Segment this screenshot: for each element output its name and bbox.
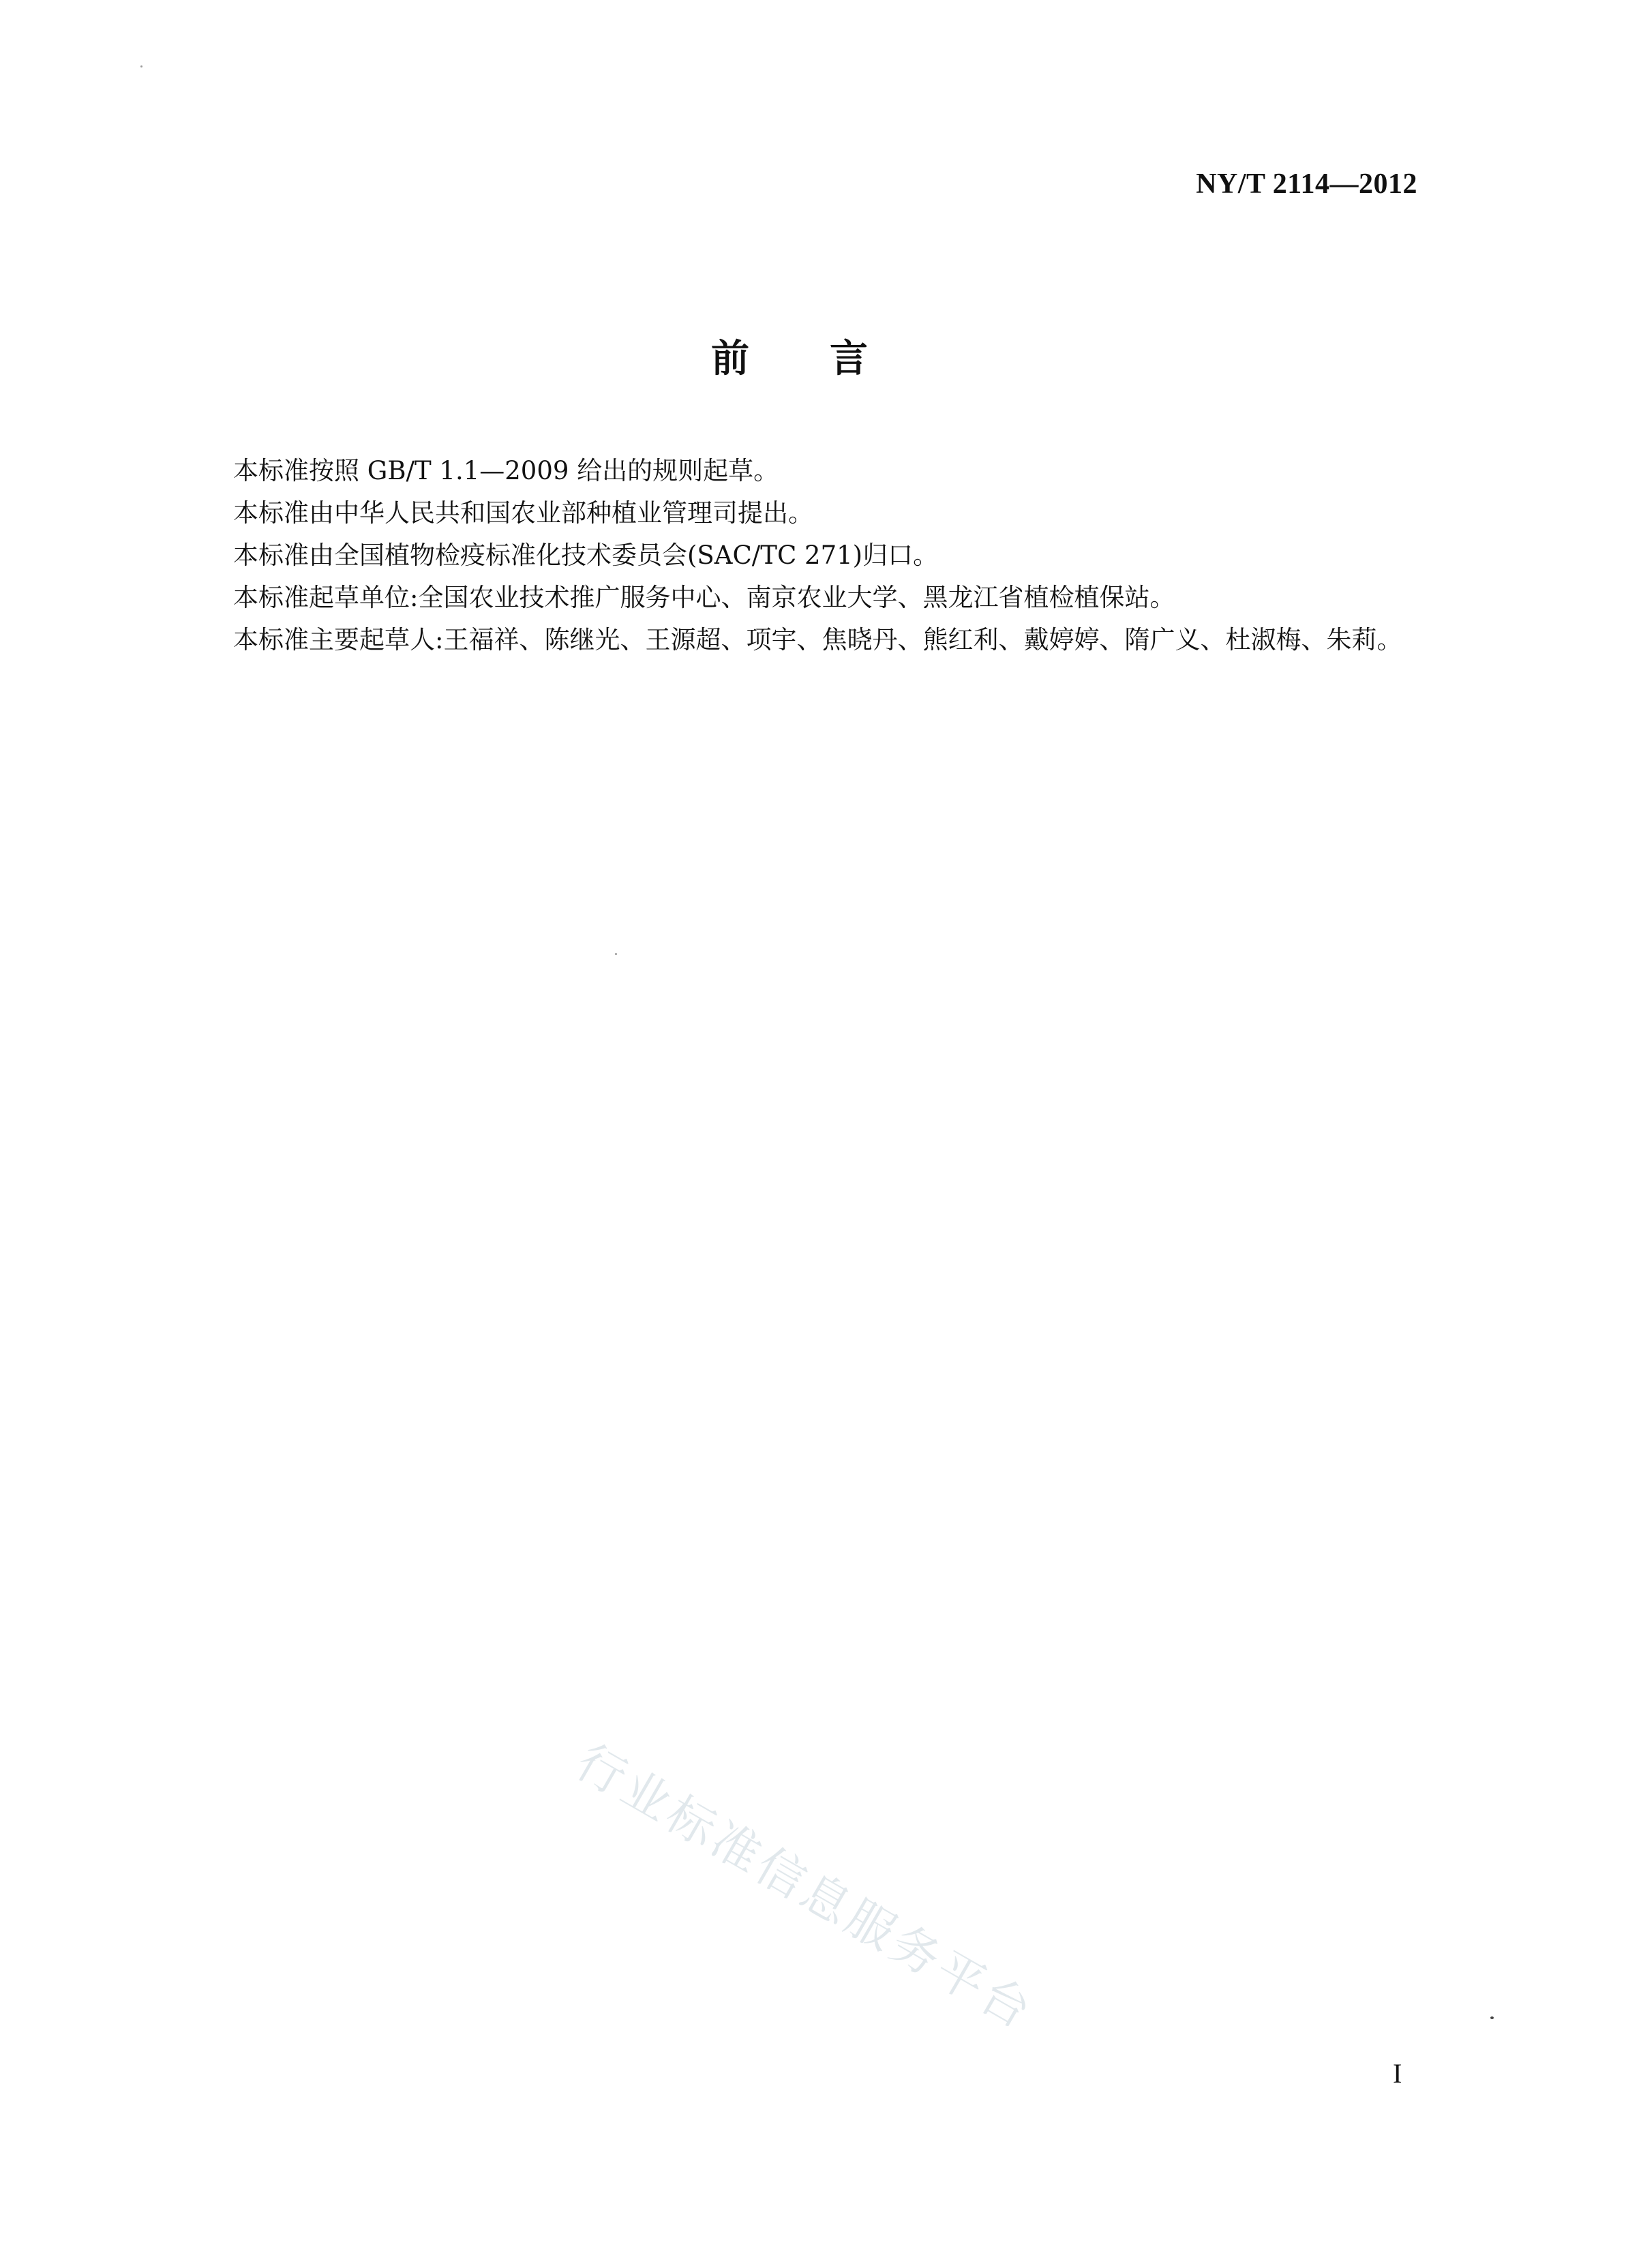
watermark: 行业标准信息服务平台 [567, 1733, 1044, 2042]
page-title: 前言 [711, 337, 948, 381]
paragraph: 本标准主要起草人:王福祥、陈继光、王源超、项宇、焦晓丹、熊红利、戴婷婷、隋广义、杜淑梅、朱莉。 [233, 625, 1402, 654]
foreword-body [233, 450, 1402, 661]
paragraph: 本标准由全国植物检疫标准化技术委员会(SAC/TC 271)归口。 [233, 541, 939, 570]
paragraph: 本标准由中华人民共和国农业部种植业管理司提出。 [233, 498, 813, 528]
paragraph: 本标准起草单位:全国农业技术推广服务中心、南京农业大学、黑龙江省植检植保站。 [233, 583, 1175, 612]
standard-code: NY/T 2114—2012 [1196, 168, 1417, 200]
scan-speck [615, 953, 617, 955]
page-number: I [1393, 2058, 1402, 2089]
paragraph: 本标准按照 GB/T 1.1—2009 给出的规则起草。 [233, 456, 779, 485]
scan-speck [140, 65, 142, 67]
scan-speck [1490, 2016, 1494, 2019]
